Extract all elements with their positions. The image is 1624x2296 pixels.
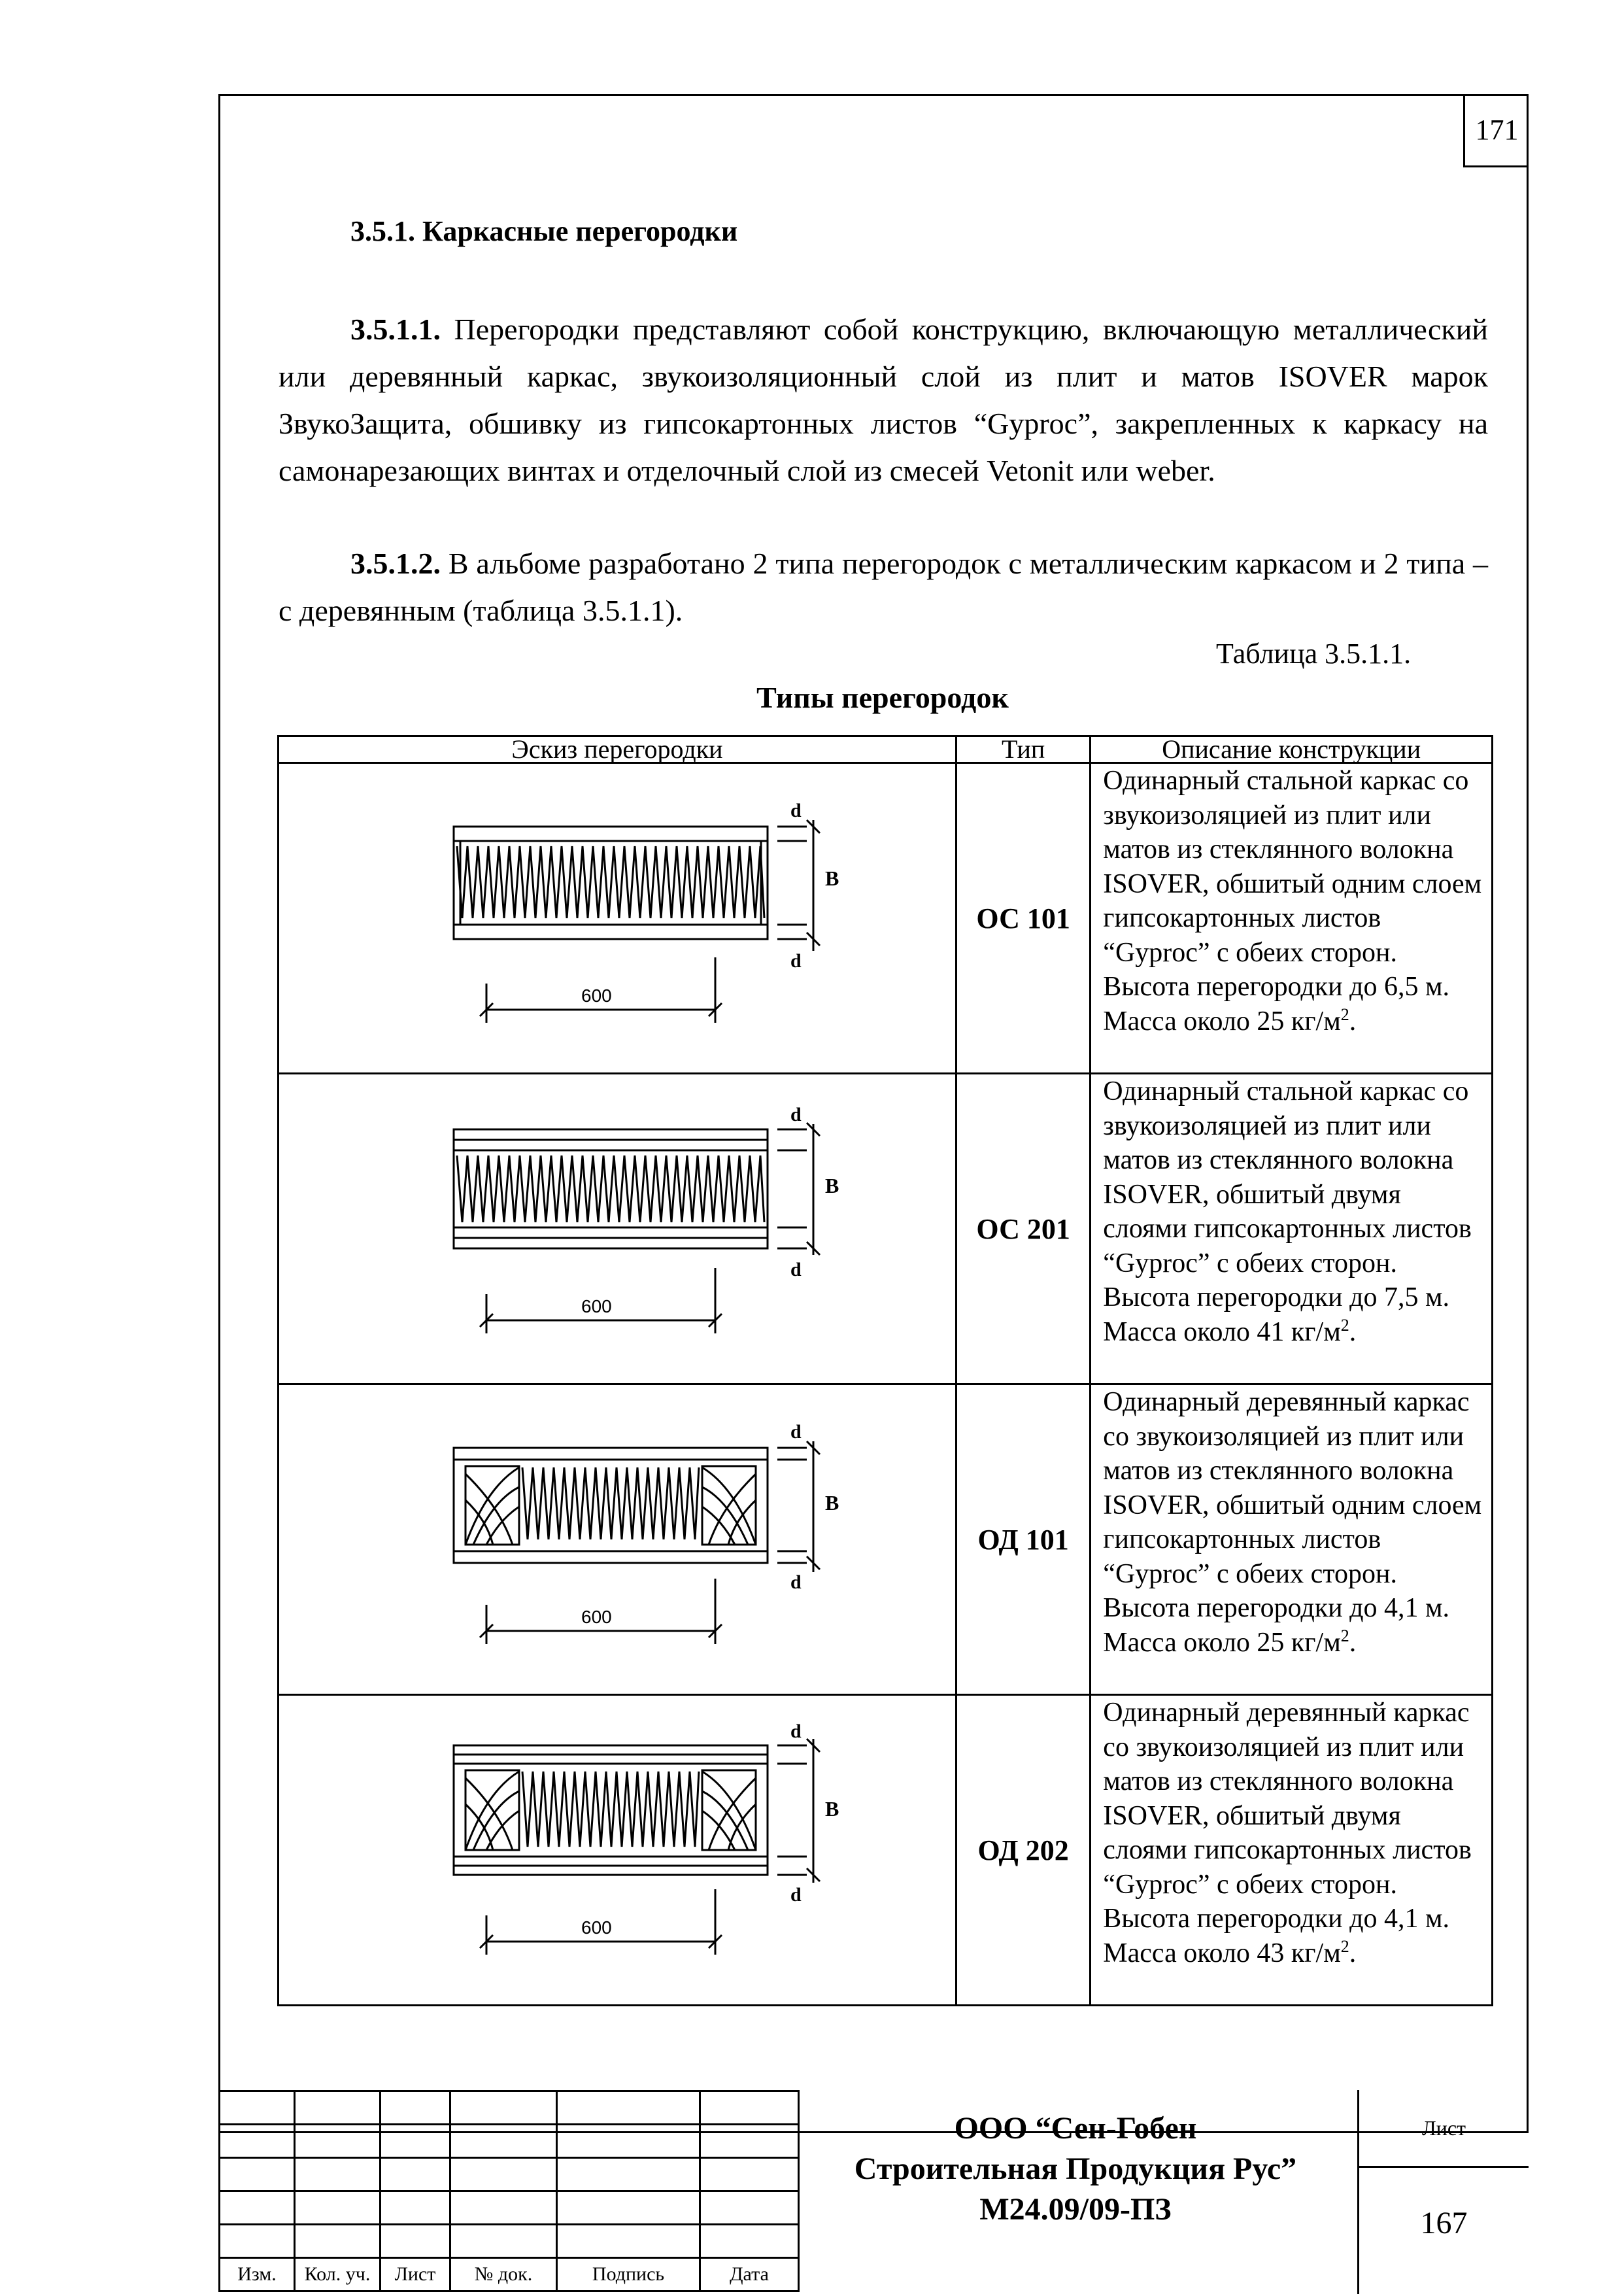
type-cell: ОД 101 <box>956 1384 1091 1695</box>
table-row <box>279 1074 1493 1384</box>
description-text: Одинарный стальной каркас со звукоизоляцией из плит или матов из стеклянного волокна ISOVER, обшитый двумя слоями гипсокартонных листов “Gyproc” с обеих сторон. <box>1103 1076 1472 1278</box>
paragraph-text: Перегородки представляют собой конструкцию, включающую металлический или деревянный каркас, звукоизоляционный слой из плит и матов ISOVER марок ЗвукоЗащита, обшивку из гипсокартонных листов “Gyproc”, закрепленных к каркасу на самонарезающих винтах и отделочный слой из смесей Vetonit или weber. <box>279 313 1488 487</box>
type-cell: ОС 201 <box>956 1074 1091 1384</box>
mass-period: . <box>1349 1316 1357 1347</box>
dim-b: B <box>825 866 839 890</box>
dim-d-top: d <box>790 1104 802 1125</box>
dim-width: 600 <box>581 1296 612 1316</box>
description-text: Одинарный деревянный каркас со звукоизоляцией из плит или матов из стеклянного волокна ISOVER, обшитый одним слоем гипсокартонных листов “Gyproc” с обеих сторон. <box>1103 1387 1482 1589</box>
organization-block <box>794 2090 1357 2294</box>
description-cell <box>1091 1074 1493 1384</box>
dim-d-bottom: d <box>790 1571 802 1593</box>
mass-text: Масса около 25 кг/м <box>1103 1627 1341 1658</box>
paragraph-3-5-1-2 <box>279 540 1488 634</box>
paragraph-3-5-1-1 <box>279 306 1488 494</box>
dim-d-bottom: d <box>790 950 802 972</box>
header-sketch: Эскиз перегородки <box>279 736 956 763</box>
mass-superscript: 2 <box>1340 1626 1349 1645</box>
col-signature: Подпись <box>557 2258 700 2291</box>
section-title: 3.5.1. Каркасные перегородки <box>350 215 738 247</box>
sheet-number: 167 <box>1420 2206 1468 2240</box>
dim-d-top: d <box>790 1721 802 1742</box>
table-caption: Таблица 3.5.1.1. <box>1216 638 1412 670</box>
dim-d-bottom: d <box>790 1884 802 1906</box>
dim-b: B <box>825 1174 839 1197</box>
col-date: Дата <box>700 2258 799 2291</box>
page-number-top: 171 <box>1463 94 1529 167</box>
org-line-1: ООО “Сен-Гобен <box>954 2111 1197 2146</box>
type-cell: ОД 202 <box>956 1695 1091 2006</box>
sketch-cell <box>279 763 956 1074</box>
revision-table <box>218 2090 800 2292</box>
height-text: Высота перегородки до 4,1 м. <box>1103 1593 1450 1623</box>
header-description: Описание конструкции <box>1091 736 1493 763</box>
mass-superscript: 2 <box>1340 1004 1349 1024</box>
paragraph-number: 3.5.1.2. <box>350 547 441 580</box>
dim-b: B <box>825 1797 839 1821</box>
sketch-cell <box>279 1074 956 1384</box>
table-header-row <box>279 736 1493 763</box>
description-cell <box>1091 763 1493 1074</box>
dim-d-top: d <box>790 1421 802 1443</box>
table-title: Типы перегородок <box>756 681 1009 714</box>
col-doc-number: № док. <box>450 2258 557 2291</box>
col-kol-uch: Кол. уч. <box>295 2258 381 2291</box>
height-text: Высота перегородки до 7,5 м. <box>1103 1282 1450 1312</box>
col-list: Лист <box>381 2258 450 2291</box>
mass-text: Масса около 41 кг/м <box>1103 1316 1341 1347</box>
mass-period: . <box>1349 1006 1357 1037</box>
dim-width: 600 <box>581 1607 612 1627</box>
header-type: Тип <box>956 736 1091 763</box>
sheet-box <box>1357 2090 1529 2294</box>
sheet-label: Лист <box>1359 2090 1529 2168</box>
partition-sketch-os201 <box>388 1098 846 1360</box>
height-text: Высота перегородки до 6,5 м. <box>1103 972 1450 1002</box>
table-row <box>279 1695 1493 2006</box>
description-cell <box>1091 1384 1493 1695</box>
title-block <box>218 2090 1529 2294</box>
table-row <box>279 763 1493 1074</box>
paragraph-text: В альбоме разработано 2 типа перегородок с металлическим каркасом и 2 типа – с деревянным (таблица 3.5.1.1). <box>279 547 1488 627</box>
description-text: Одинарный стальной каркас со звукоизоляцией из плит или матов из стеклянного волокна ISOVER, обшитый одним слоем гипсокартонных листов “Gyproc” с обеих сторон. <box>1103 766 1482 968</box>
description-cell <box>1091 1695 1493 2006</box>
partition-sketch-od202 <box>388 1719 846 1981</box>
dim-b: B <box>825 1491 839 1515</box>
partition-sketch-od101 <box>388 1409 846 1670</box>
partition-sketch-os101 <box>388 787 846 1049</box>
sketch-cell <box>279 1384 956 1695</box>
mass-text: Масса около 43 кг/м <box>1103 1938 1341 1968</box>
description-text: Одинарный деревянный каркас со звукоизоляцией из плит или матов из стеклянного волокна ISOVER, обшитый двумя слоями гипсокартонных листов “Gyproc” с обеих сторон. <box>1103 1698 1472 1900</box>
col-izm: Изм. <box>220 2258 295 2291</box>
height-text: Высота перегородки до 4,1 м. <box>1103 1904 1450 1934</box>
dim-width: 600 <box>581 985 612 1006</box>
dim-d-bottom: d <box>790 1259 802 1280</box>
table-row <box>279 1384 1493 1695</box>
dim-width: 600 <box>581 1917 612 1938</box>
mass-text: Масса около 25 кг/м <box>1103 1006 1341 1037</box>
sketch-cell <box>279 1695 956 2006</box>
mass-period: . <box>1349 1627 1357 1658</box>
mass-superscript: 2 <box>1340 1315 1349 1335</box>
paragraph-number: 3.5.1.1. <box>350 313 441 346</box>
document-code: М24.09/09-ПЗ <box>979 2192 1172 2227</box>
type-cell: ОС 101 <box>956 763 1091 1074</box>
mass-period: . <box>1349 1938 1357 1968</box>
mass-superscript: 2 <box>1340 1936 1349 1956</box>
partition-types-table <box>277 735 1493 2006</box>
org-line-2: Строительная Продукция Рус” <box>854 2151 1297 2186</box>
dim-d-top: d <box>790 800 802 821</box>
